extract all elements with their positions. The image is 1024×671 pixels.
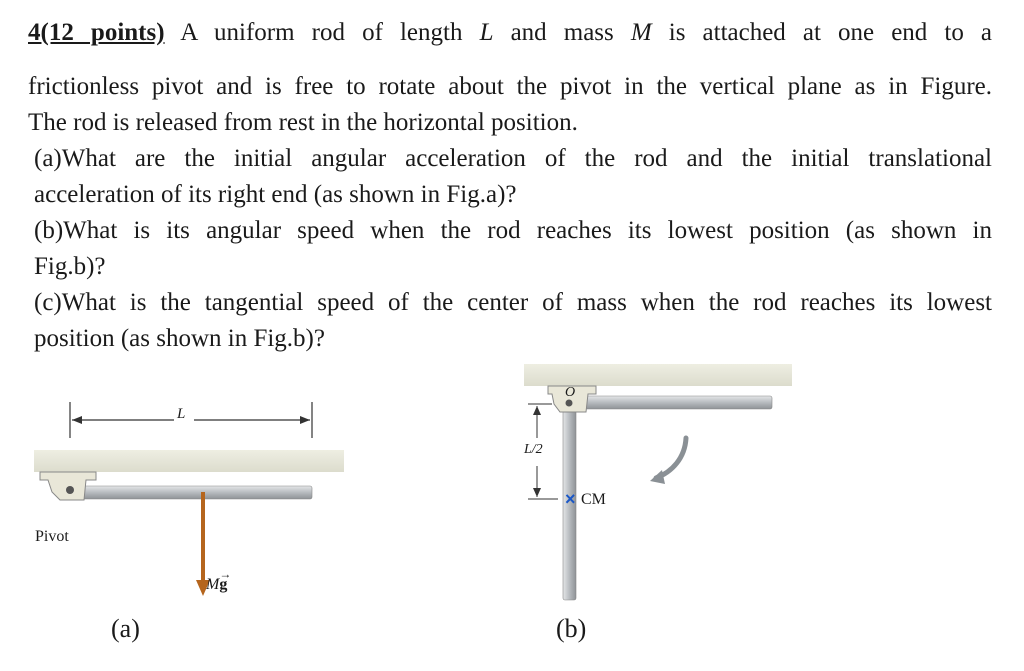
ceiling-a [34,450,344,472]
cm-marker: × [565,489,576,509]
part-c-line-1: (c)What is the tangential speed of the center of mass when the rod reaches its lowest [34,289,992,316]
ceiling-b [524,364,792,386]
question-text-1b: and mass [510,19,614,46]
part-c-line-2: position (as shown in Fig.b)? [34,325,325,352]
rod-initial-position [572,396,772,409]
part-b-line-2: Fig.b)? [34,253,106,280]
question-text-1a: A uniform rod of length [180,19,463,46]
part-b-line-1: (b)What is its angular speed when the rod reaches its lowest position (as shown in [34,217,992,244]
force-label-mass: M [206,576,220,593]
caption-b: (b) [556,614,587,643]
part-a-line-2: acceleration of its right end (as shown in Fig.a)? [34,181,517,208]
pivot-label-o: O [565,385,576,400]
length-arrow-left [72,416,82,424]
force-label [206,567,232,594]
question-text-1c: is attached at one end to a [668,19,993,46]
half-length-label: L/2 [524,442,543,457]
half-length-arrow-bottom [533,488,541,497]
length-arrow-right [300,416,310,424]
rod-a [62,486,312,499]
caption-a: (a) [111,614,140,643]
question-line-3: The rod is released from rest in the horizontal position. [28,109,578,136]
half-length-arrow-top [533,406,541,415]
length-label-a: L [177,406,186,422]
figure-b [510,360,810,620]
var-M: M [630,19,652,46]
force-label-g: → g [219,567,232,593]
part-a-line-1: (a)What are the initial angular acceleration of the rod and the initial translational [34,145,992,172]
var-L: L [479,19,494,46]
question-title: 4(12 points) [28,19,165,46]
question-line-2: frictionless pivot and is free to rotate about the pivot in the vertical plane as in Figure. [28,73,992,100]
pivot-pin-a [66,486,74,494]
question-line-1 [28,18,992,48]
cm-label: CM [581,491,606,508]
force-vector-arrow: → [219,567,232,581]
pivot-label: Pivot [35,528,69,545]
